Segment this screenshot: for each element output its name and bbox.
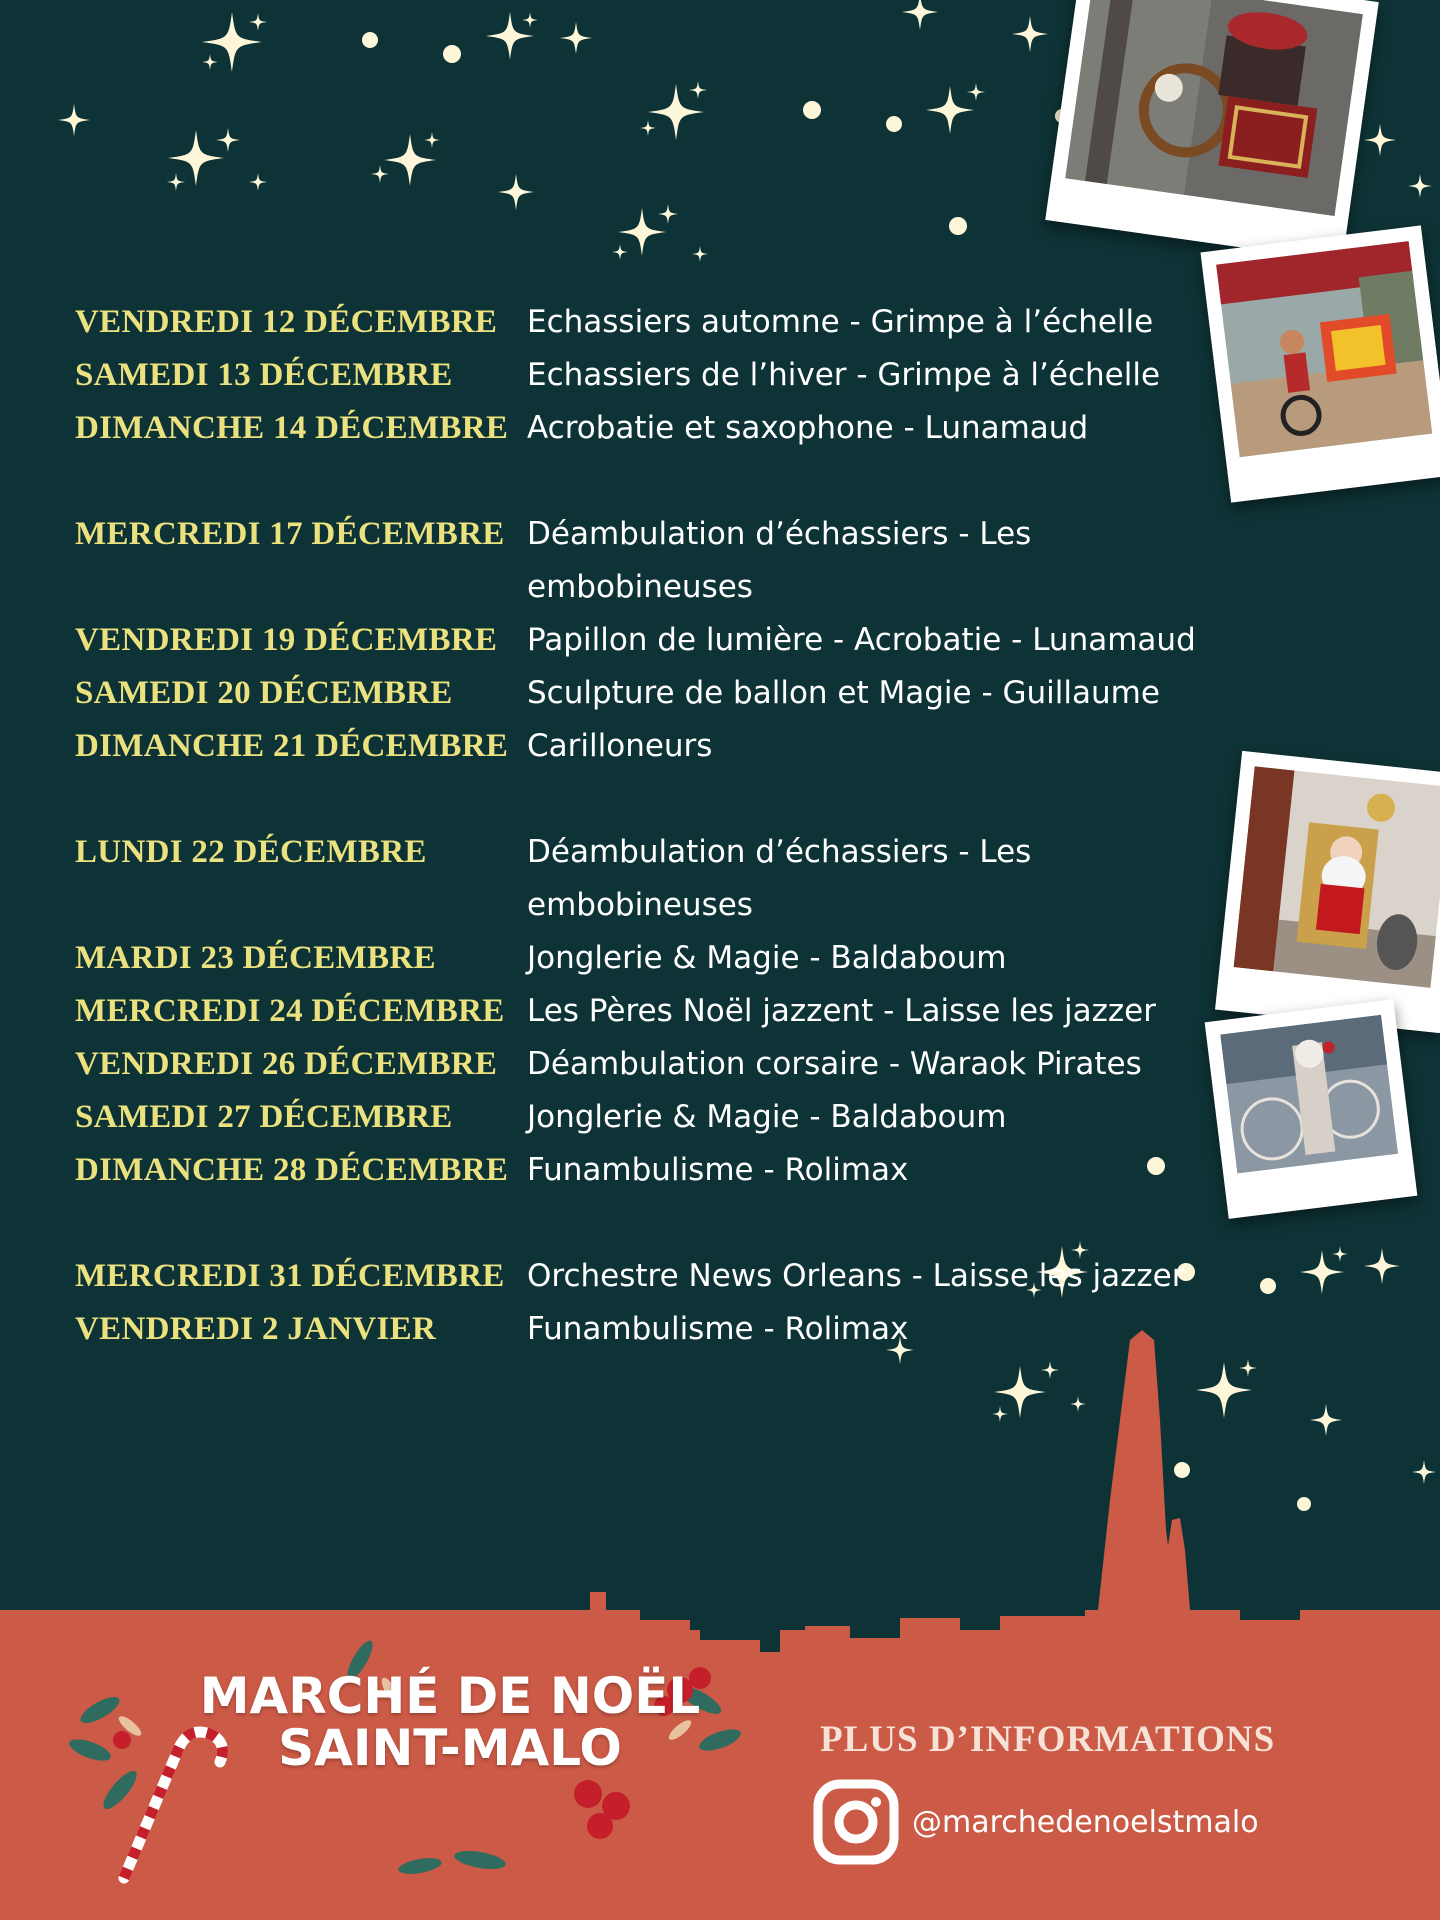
instagram-icon[interactable] — [812, 1778, 900, 1866]
schedule-row — [75, 826, 1255, 932]
logo-title — [150, 1667, 750, 1777]
schedule-row — [75, 720, 1255, 773]
schedule-row — [75, 667, 1255, 720]
event-date: DIMANCHE 14 DÉCEMBRE — [75, 410, 509, 446]
photo-content — [1216, 241, 1432, 457]
schedule-row — [75, 932, 1255, 985]
event-date: SAMEDI 27 DÉCEMBRE — [75, 1099, 453, 1135]
logo-line-2: SAINT-MALO — [278, 1719, 622, 1777]
event-date: DIMANCHE 28 DÉCEMBRE — [75, 1152, 509, 1188]
event-date: MERCREDI 24 DÉCEMBRE — [75, 993, 505, 1029]
schedule-row — [75, 402, 1255, 455]
event-date: MERCREDI 31 DÉCEMBRE — [75, 1258, 505, 1294]
photo-content — [1065, 0, 1363, 216]
event-date: SAMEDI 13 DÉCEMBRE — [75, 357, 453, 393]
event-description: Déambulation d’échassiers - Les embobineuses — [527, 516, 1032, 605]
marche-de-noel-logo — [60, 1630, 780, 1890]
event-date: MERCREDI 17 DÉCEMBRE — [75, 516, 505, 552]
event-description: Déambulation corsaire - Waraok Pirates — [527, 1046, 1142, 1082]
instagram-handle[interactable]: @marchedenoelstmalo — [912, 1804, 1259, 1840]
event-date: LUNDI 22 DÉCEMBRE — [75, 834, 427, 870]
schedule-row — [75, 985, 1255, 1038]
event-date: DIMANCHE 21 DÉCEMBRE — [75, 728, 509, 764]
event-date: VENDREDI 26 DÉCEMBRE — [75, 1046, 498, 1082]
event-date: SAMEDI 20 DÉCEMBRE — [75, 675, 453, 711]
event-date: VENDREDI 2 JANVIER — [75, 1311, 437, 1347]
schedule-row — [75, 614, 1255, 667]
logo-line-1: MARCHÉ DE NOËL — [199, 1667, 701, 1725]
street-organ-cyclist-photo — [1200, 225, 1440, 502]
event-date: VENDREDI 12 DÉCEMBRE — [75, 304, 498, 340]
schedule-row — [75, 296, 1255, 349]
event-description: Echassiers automne - Grimpe à l’échelle — [527, 304, 1154, 340]
event-description: Papillon de lumière - Acrobatie - Lunamaud — [527, 622, 1196, 658]
schedule-row — [75, 349, 1255, 402]
event-description: Jonglerie & Magie - Baldaboum — [527, 1099, 1007, 1135]
schedule-row — [75, 1038, 1255, 1091]
event-description: Déambulation d’échassiers - Les embobineuses — [527, 834, 1032, 923]
accordion-pirate-performer-photo — [1045, 0, 1379, 262]
event-date: VENDREDI 19 DÉCEMBRE — [75, 622, 498, 658]
santa-claus-throne-photo — [1215, 751, 1440, 1033]
event-description: Acrobatie et saxophone - Lunamaud — [527, 410, 1089, 446]
schedule-week-1 — [75, 296, 1255, 455]
event-description: Orchestre News Orleans - Laisse les jazzer — [527, 1258, 1185, 1294]
event-date: MARDI 23 DÉCEMBRE — [75, 940, 436, 976]
schedule-row — [75, 508, 1255, 614]
event-description: Sculpture de ballon et Magie - Guillaume — [527, 675, 1160, 711]
event-description: Funambulisme - Rolimax — [527, 1152, 909, 1188]
event-description: Funambulisme - Rolimax — [527, 1311, 909, 1347]
photo-content — [1234, 766, 1440, 988]
info-title: PLUS D’INFORMATIONS — [820, 1719, 1276, 1760]
event-description: Les Pères Noël jazzent - Laisse les jazzer — [527, 993, 1156, 1029]
event-description: Echassiers de l’hiver - Grimpe à l’échelle — [527, 357, 1161, 393]
event-description: Carilloneurs — [527, 728, 713, 764]
event-description: Jonglerie & Magie - Baldaboum — [527, 940, 1007, 976]
schedule-week-2 — [75, 508, 1255, 773]
instagram-contact[interactable] — [812, 1778, 1259, 1866]
